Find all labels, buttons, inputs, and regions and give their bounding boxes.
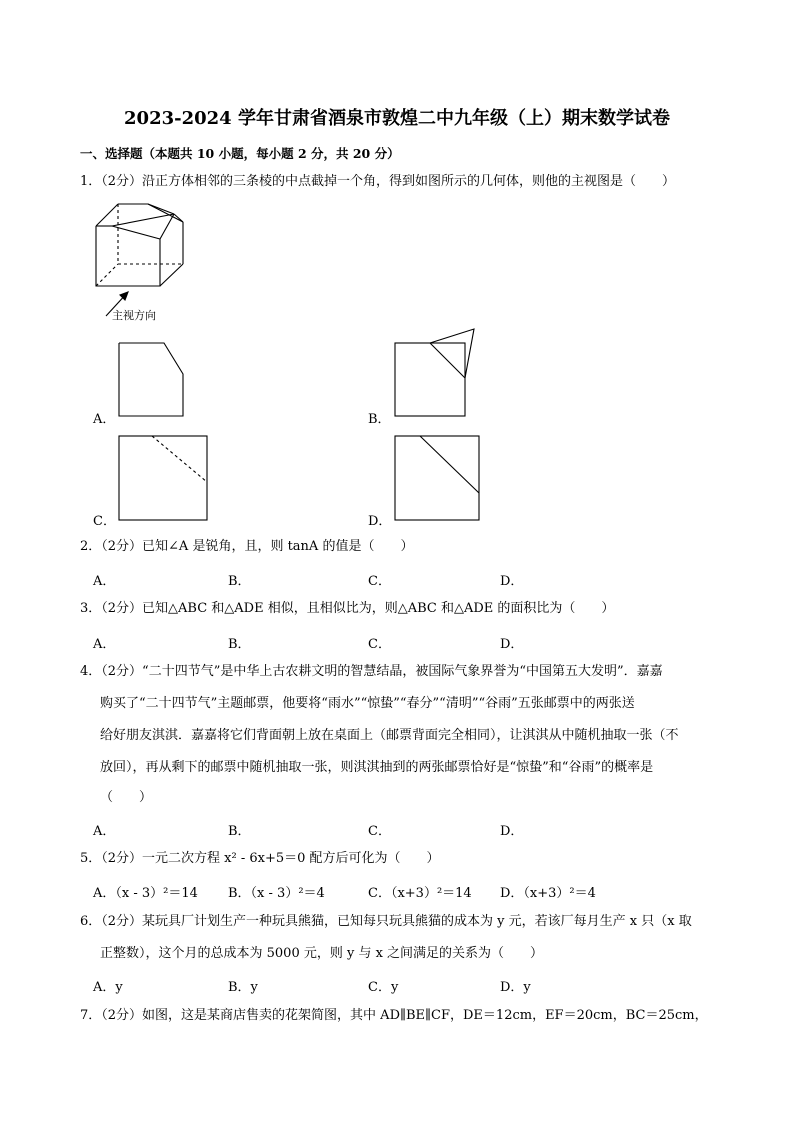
page-title: 2023-2024 学年甘肃省酒泉市敦煌二中九年级（上）期末数学试卷 <box>124 108 670 129</box>
q7-stem: 7．（2分）如图，这是某商店售卖的花架简图，其中 AD∥BE∥CF，DE＝12cm，EF＝20cm，BC＝25cm， <box>80 1008 708 1023</box>
q4-line-4: 放回），再从剩下的邮票中随机抽取一张，则淇淇抽到的两张邮票恰好是“惊蛰”和“谷雨”的概率是 <box>100 760 654 775</box>
q6-option-d[interactable]: D．y <box>500 980 531 995</box>
q4-option-c[interactable]: C． <box>368 824 391 839</box>
q6-option-a[interactable]: A．y <box>93 980 123 995</box>
q6-option-b[interactable]: B．y <box>228 980 258 995</box>
q5-option-d[interactable]: D．（x+3）²＝4 <box>500 886 596 901</box>
q3-stem: 3．（2分）已知△ABC 和△ADE 相似，且相似比为，则△ABC 和△ADE 的面积比为（ ） <box>80 601 615 616</box>
q1-option-c[interactable]: C． <box>93 514 116 529</box>
q1-option-c-figure <box>116 433 210 523</box>
q3-option-b[interactable]: B． <box>228 637 251 652</box>
q2-option-a[interactable]: A． <box>93 574 116 589</box>
q1-option-d-figure <box>392 433 482 523</box>
q1-option-a[interactable]: A． <box>93 412 116 427</box>
q1-stem: 1．（2分）沿正方体相邻的三条棱的中点截掉一个角，得到如图所示的几何体，则他的主视图是（ ） <box>80 174 676 189</box>
q5-option-b[interactable]: B．（x - 3）²＝4 <box>228 886 325 901</box>
q3-option-d[interactable]: D． <box>500 637 524 652</box>
q6-option-c[interactable]: C．y <box>368 980 399 995</box>
q3-option-a[interactable]: A． <box>93 637 116 652</box>
q2-option-d[interactable]: D． <box>500 574 524 589</box>
q1-option-b[interactable]: B． <box>368 412 391 427</box>
q6-line-2: 正整数），这个月的总成本为 5000 元，则 y 与 x 之间满足的关系为（ ） <box>100 946 544 961</box>
q5-option-c[interactable]: C．（x+3）²＝14 <box>368 886 472 901</box>
q1-view-direction-caption: 主视方向 <box>112 309 156 322</box>
q3-option-c[interactable]: C． <box>368 637 391 652</box>
q4-option-d[interactable]: D． <box>500 824 524 839</box>
q2-option-b[interactable]: B． <box>228 574 251 589</box>
q4-option-a[interactable]: A． <box>93 824 116 839</box>
q1-option-a-figure <box>116 340 188 420</box>
q4-line-2: 购买了“二十四节气”主题邮票，他要将“雨水”“惊蛰”“春分”“清明”“谷雨”五张邮票中的两张送 <box>100 696 635 711</box>
q4-line-5: （ ） <box>100 790 153 805</box>
q5-option-a[interactable]: A．（x - 3）²＝14 <box>93 886 198 901</box>
q1-option-d[interactable]: D． <box>368 514 392 529</box>
q4-line-3: 给好朋友淇淇．嘉嘉将它们背面朝上放在桌面上（邮票背面完全相同），让淇淇从中随机抽取一张（不 <box>100 728 679 743</box>
q5-stem: 5．（2分）一元二次方程 x² - 6x+5＝0 配方后可化为（ ） <box>80 851 440 866</box>
section-heading: 一、选择题（本题共 10 小题，每小题 2 分，共 20 分） <box>80 146 400 161</box>
q4-line-1: 4．（2分）“二十四节气”是中华上古农耕文明的智慧结晶，被国际气象界誉为“中国第五大发明”．嘉嘉 <box>80 664 663 679</box>
q6-line-1: 6．（2分）某玩具厂计划生产一种玩具熊猫，已知每只玩具熊猫的成本为 y 元，若该厂每月生产 x 只（x 取 <box>80 914 692 929</box>
q2-stem: 2．（2分）已知∠A 是锐角，且，则 tanA 的值是（ ） <box>80 539 414 554</box>
q1-option-b-figure <box>392 326 482 420</box>
q2-option-c[interactable]: C． <box>368 574 391 589</box>
q4-option-b[interactable]: B． <box>228 824 251 839</box>
